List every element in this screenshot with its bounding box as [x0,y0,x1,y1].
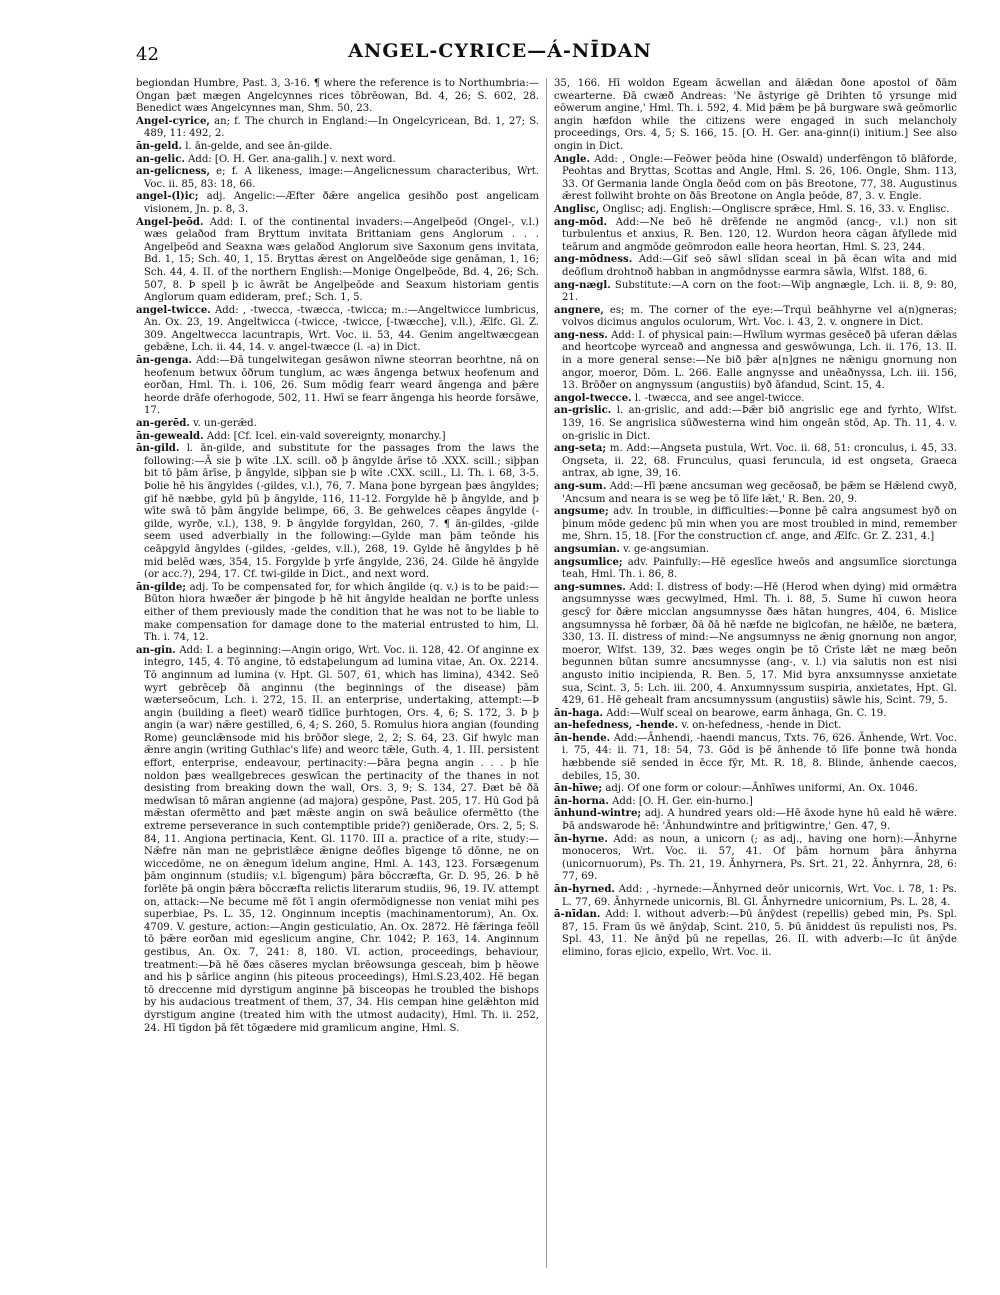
entry-body: 35, 166. Hī woldon Egeam ācwellan and ālǣdan ðone apostol of ðām cwearterne. Ðā cwæð Andreas: 'Ne āstyrige gē Drihten tō yrsunge mid eōwerum angine,' Hml. Th. i. 592, 4. Mid þǣm þe þā burgware swā geōmorlic angin hæfdon while the citizens were engaged in such melancholy proceedings, Ors. 4, 5; S. 166, 15. [O. H. Ger. ana-ginn(i) initium.] See also ongin in Dict. [554,78,957,152]
page-number: 42 [136,44,159,65]
dictionary-entry [136,154,539,167]
dictionary-entry [554,582,957,708]
entry-headword: ang-mōd. [554,216,608,228]
dictionary-entry [136,217,539,305]
column-divider [546,78,547,1268]
dictionary-entry [554,78,957,154]
entry-headword: ang-seta; [554,443,607,455]
dictionary-entry [554,217,957,255]
entry-body: l. -twæcca, and see angel-twicce. [634,392,805,404]
dictionary-entry [554,544,957,557]
dictionary-entry [554,884,957,909]
entry-headword: ang-nægl. [554,279,611,291]
dictionary-entry [554,330,957,393]
dictionary-entry [554,506,957,544]
entry-headword: Angel-þeōd. [136,216,204,228]
entry-body: Add:—Wulf sceal on bearowe, earm ānhaga, Gn. C. 19. [606,707,887,719]
entry-headword: ān-genga. [136,355,192,367]
dictionary-entry [136,418,539,431]
entry-headword: ang-ness. [554,329,608,341]
entry-headword: an-hefedness, -hende. [554,720,679,732]
entry-headword: ang-mōdness. [554,254,633,266]
left-column [136,78,539,1268]
entry-body: Add: , -twecca, -twæcca, -twicca; m.:—Angeltwicce lumbricus, An. Ox. 23, 19. Angeltwicca (-twicce, -twicce, [-twæcche], v.ll.), Ælfc. Gl. Z. 309. Angeltwecca lacuntrapis, Wrt. Voc. ii. 53, 44. Genim angeltwæcgean gebǣne, Lch. ii. 44, 14. v. angel-twæcce (l. -a) in Dict. [144,304,539,354]
entry-body: adv. Painfully:—Hē egeslīce hweōs and angsumlīce siorctunga teah, Hml. Th. i. 86, 8. [562,556,957,581]
dictionary-entry [554,720,957,733]
dictionary-entry [136,191,539,216]
dictionary-entry [136,582,539,645]
entry-headword: ān-gild. [136,443,180,455]
dictionary-entry [136,431,539,444]
entry-headword: ān-haga. [554,707,604,719]
entry-body: Add: [O. H. Ger. ana-galih.] v. next word. [188,153,396,165]
entry-headword: angsumlice; [554,556,623,568]
entry-headword: an-grislic. [554,405,612,417]
entry-headword: ang-sum. [554,481,607,492]
running-head: ANGEL-CYRICE—Á-NĪDAN [348,40,652,62]
dictionary-entry [136,355,539,418]
dictionary-entry [136,166,539,191]
entry-headword: Angel-cyrice, [136,115,210,127]
entry-headword: an-gin. [136,644,176,656]
entry-headword: ān-geld. [136,140,182,152]
entry-body: adj. To be compensated for, for which āngilde (q. v.) is to be paid:—Būton hiora hwæðer ǣr þingode þ hē hit āngylde healdan ne þorfte unless either of them previously made the condition that he was not to be liable to make compensation for damage done to the material entrusted to him, Ll. Th. i. 74, 12. [144,581,539,644]
dictionary-entry [554,909,957,959]
entry-body: adj. A hundred years old:—Hē āxode hyne hū eald hē wǣre. Þā andswarode hē: 'Ānhundwintre and þrītigwintre,' Gen. 47, 9. [562,808,957,833]
entry-headword: ān-hīwe; [554,783,603,795]
entry-body: es; m. The corner of the eye:—Trquì beāhhyrne vel a(n)gneras; volvos dicimus angulos oculorum, Wrt. Voc. i. 43, 2. v. ongnere in Dict. [562,304,957,329]
entry-body: Add: I. of physical pain:—Hwīlum wyrmas gesēceð þā uferan dǣlas and heortcoþe wyrceað and angnessa and geswōwunga, Lch. ii. 176, 13. II. in a more general sense:—Ne bið þǣr a[n]gnes ne nǣnigu gnornung non angor, moeror, Dōm. L. 266. Ealle angnysse and unēaðnyssa, Lch. iii. 156, 13. Brōðer on angnyssum (angustiis) byð āfandud, Scint. 15, 4. [562,329,957,392]
entry-body: m. Add:—Angseta pustula, Wrt. Voc. ii. 68, 51: cronculus, i. 45, 33. Ongseta, ii. 22, 68. Frunculus, quasi feruncula, id est ongseta, Graeca antrax, ab igne, 39, 16. [562,443,957,480]
entry-body: Add:—Ðā tungelwitegan gesāwon nīwne steorran beorhtne, nā on heofenum betwux ōðrum tunglum, ac wæs āngenga betwux heofenum and eorðan, Hml. Th. i. 106, 26. Sum mōdig fearr weard āngenga and þǣre heorde drāfe oferhogode, 502, 11. Hwī se fearr āngenga his heorde forsāwe, 17. [144,355,539,417]
entry-body: Onglisc; adj. English:—Ongliscre sprǣce, Hml. S. 16, 33. v. Englisc. [602,203,950,215]
dictionary-entry [136,645,539,1035]
dictionary-entry [554,305,957,330]
entry-headword: ān-hyrned. [554,884,615,895]
entry-body: Substitute:—A corn on the foot:—Wiþ angnægle, Lch. ii. 8, 9: 80, 21. [562,279,957,304]
entry-headword: ang-sumnes. [554,581,626,593]
entry-body: Add: I. of the continental invaders:—Angelþeōd (Ongel-, v.l.) wæs gelaðod fram Bryttum invitata Brittaniam gens Anglorum . . . Angelþeōd and Seaxna wæs gelaðod Anglorum sive Saxonum gens invitata, Bd. 1, 15; Sch. 40, 1, 15. Bryttas ǣrest on Angelðeōde sige genāman, 1, 16; Sch. 44, 4. II. of the northern English:—Monige Ongelþeōde, Bd. 4, 26; Sch. 507, 8. Þ spell þ ic āwrāt be Angelþeōde and Seaxum historiam gentis Anglorum quam edideram, pref.; Sch. 1, 5. [144,216,539,304]
entry-headword: an-gelicness, [136,166,211,178]
entry-body: Add: [O. H. Ger. ein-hurno.] [612,795,753,807]
dictionary-entry [136,443,539,582]
dictionary-entry [554,808,957,833]
dictionary-entry [554,204,957,217]
dictionary-entry [136,78,539,116]
entry-headword: angsumian. [554,543,620,555]
entry-body: adv. In trouble, in difficulties:—Þonne þē calra angsumest byð on þinum mōde gedenc þū min when you are most troubled in mind, remember me, Shrn. 15, 18. [For the construction cf. ange, and Ælfc. Gr. Z. 231, 4.] [562,506,957,543]
entry-body: Add: , Ongle:—Feōwer þeōda hine (Oswald) underfēngon tō blāforde, Peohtas and Bryttas, Scottas and Angle, Hml. S. 26, 106. Ongle, Shm. 113, 33. Of Germania lande Ongla ðeōd com on þās Breotone, 77, 38. Augustinus ǣrest follwiht brohte on ðās Breotone on Angla þeōde, 87, 3. v. Engle. [562,153,957,203]
dictionary-entry [136,116,539,141]
entry-headword: an-gelic. [136,153,185,165]
dictionary-entry [554,154,957,204]
entry-headword: angsume; [554,506,609,518]
entry-body: e; f. A likeness, image:—Angelicnessum characteribus, Wrt. Voc. ii. 85, 83: 18, 66. [144,166,539,190]
entry-body: Add: as noun, a unicorn (; as adj., having one horn):—Ānhyrne monoceros, Wrt. Voc. ii. 57, 41. Of þām hornum þāra ānhyrna (unicornuorum), Ps. Th. 21, 19. Ānhyrnera, Ps. Srt. 21, 22. Ānhyrnra, 28, 6: 77, 69. [562,833,957,883]
entry-body: adj. Of one form or colour:—Ānhīwes uniformi, An. Ox. 1046. [605,783,918,795]
entry-body: v. on-hefedness, -hende in Dict. [681,720,842,732]
entry-headword: Angle. [554,153,590,165]
right-column [554,78,957,1268]
entry-headword: ān-hende. [554,732,611,744]
entry-headword: angol-twecce. [554,392,632,404]
dictionary-entry [554,254,957,279]
entry-body: an; f. The church in England:—In Ongelcyricean, Bd. 1, 27; S. 489, 11: 492, 2. [144,115,539,140]
entry-headword: ān-hyrne. [554,833,608,845]
dictionary-entry [554,405,957,443]
entry-body: l. ān-gilde, and substitute for the passages from the laws the following:—Ā sie þ wīte .LX. scill. oð þ āngylde ārīse tō .XXX. scill.; siþþan bit tō þām ārīse, þ āngylde, siþþan sie þ wīte .CXX. scill., Ll. Th. i. 68, 3-5. Þolie hē his āngyldes (-gildes, v.l.), 76, 7. Mana þone byrgean þæs āngyldes; gif hē næbbe, gyld þū þ āngylde, 116, 11-12. Forgylde hē þ āngylde, and þ wīte swā tō þām āngylde belimpe, 66, 3. Be gehwelces cēapes āngylde (-gilde, wyrðe, v.l.), 138, 9. Þ āngylde forgyldan, 260, 7. ¶ ān-gildes, -gilde seem used adverbially in the following:—Gylde man þām teōnde his ceāpgyld āngyldes (-gildes, -geldes, v.ll.), 268, 19. Gylde hē āngyldes þ hē mid belēd wæs, 354, 15. Forgylde þ yrfe āngylde, 236, 24. Gilde hē āngylde (or acc.?), 294, 17. Cf. twi-gilde in Dict., and next word. [144,443,539,581]
entry-body: Add: , -hyrnede:—Ānhyrned deōr unicornis, Wrt. Voc. i. 78, 1: Ps. L. 77, 69. Ānhyrnede unicornis, Bl. Gl. Ānhyrnedre unicornium, Ps. L. 28, 4. [562,884,957,908]
dictionary-entry [136,141,539,154]
entry-body: v. ge-angsumian. [623,543,710,555]
entry-headword: angnere, [554,304,604,316]
entry-body: begiondan Humbre, Past. 3, 3-16. ¶ where the reference is to Northumbria:—Ongan þæt mægen Angelcynnes rices tōbrēowan, Bd. 4, 26; S. 602, 28. Benedict wæs Angelcynnes man, Shm. 50, 23. [136,78,539,115]
entry-body: Add: [Cf. Icel. ein-vald sovereignty, monarchy.] [206,430,446,442]
dictionary-entry [554,708,957,721]
entry-body: adj. Angelic:—Æfter ðǣre angelica gesihðo post angelicam visionem, Jn. p. 8, 3. [144,191,539,215]
entry-headword: angel-twicce. [136,304,211,316]
entry-body: Add: I. without adverb:—Þū ānȳdest (repellis) gebed min, Ps. Spl. 87, 15. Fram ūs wē ānȳdaþ, Scint. 210, 5. Þū āniddest ūs repulisti nos, Ps. Spl. 43, 11. Ne ānȳd þū ne repellas, 26. II. with adverb:—Ic ūt ānȳde elimino, foras ejicio, expello, Wrt. Voc. ii. [562,909,957,958]
entry-body: v. un-gerǣd. [193,418,257,430]
dictionary-entry [554,733,957,783]
dictionary-entry [136,305,539,355]
entry-headword: ān-gilde; [136,581,187,593]
dictionary-entry [554,783,957,796]
entry-headword: ān-geweald. [136,430,204,442]
entry-body: l. an-grislic, and add:—Þǣr bið angrislic ege and fyrhto, Wlfst. 139, 16. Se angrislica sūðwesterna wind him ongeān stōd, Ap. Th. 11, 4. v. on-grislic in Dict. [562,405,957,442]
entry-body: Add:—Hī þæne ancsuman weg gecēosað, be þǣm se Hǣlend cwyð, 'Ancsum and neara is se weg þe tō līfe lǣt,' R. Ben. 20, 9. [562,481,957,505]
entry-headword: ān-horna. [554,795,609,807]
entry-body: Add:—Ānhendi, -haendi mancus, Txts. 76, 626. Ānhende, Wrt. Voc. i. 75, 44: ii. 71, 18: 54, 73. Gōd is þē ānhende tō līfe þonne twā honda hæbbende siē sended in ēcce fȳr, Mt. R. 18, 8. Blinde, ānhende caecos, debiles, 15, 30. [562,732,957,782]
dictionary-entry [554,834,957,884]
entry-headword: an-gerēd. [136,418,190,430]
dictionary-entry [554,557,957,582]
dictionary-entry [554,796,957,809]
dictionary-entry [554,481,957,506]
entry-headword: Anglisc, [554,203,600,215]
entry-body: Add:—Gif seō sāwl slīdan sceal in þā ēcan wīta and mid deōflum drohtnoð habban in angmōdnysse earmra sāwla, Wlfst. 188, 6. [562,254,957,278]
dictionary-entry [554,280,957,305]
dictionary-entry [554,443,957,481]
entry-headword: ā-nīdan. [554,909,601,921]
entry-headword: angel-(l)ic; [136,191,199,203]
entry-body: Add: I. a beginning:—Angin origo, Wrt. Voc. ii. 128, 42. Of anginne ex integro, 145, 4. Tō angine, tō edstaþelungum ad lumina vitae, An. Ox. 2214. Tō anginnum ad lumina (v. Hpt. Gl. 507, 61, which has limina), 4342. Seō wyrt gebrēceþ ðā anginnu (the beginnings of the disease) þām wæterseōcum, Lch. i. 272, 15. II. an enterprise, undertaking, attempt:—Þ angin (building a fleet) wearð tīdlīce þurhtogen, Ors. 4, 6; S. 172, 3. Þ þ angin (a war) nǣre gestilled, 6, 4; S. 260, 5. Romulus hiora angian (founding Rome) geunclǣnsode mid his brōðor slege, 2, 2; S. 64, 23. Gif hwylc man ǣnre angin (writing Guthlac's life) and weorc tǣle, Guth. 4, 1. III. persistent effort, enterprise, endeavour, pertinacity:—Þāra þegna angin . . . þ hīe noldon þæs weallgebreces geswīcan the pertinacity of the thanes in not desisting from breaking down the wall, Ors. 3, 9; S. 134, 27. Ðæt bē ðā medwīsan tō māran angienne (ad majora) gespōne, Past. 205, 17. Hū God þā mǣstan ofermētto and þæt mǣste angin on swā beāulice ofermētto (the extreme perseverance in such contemptible pride?) geniðerade, Ors. 2, 5; S. 84, 11. Angiona pertinacia, Kent. Gl. 1170. III a. practice of a rite, study:—Nǣfre nān man ne geþristlǣce ǣnigne deōfles bīgenge tō dōnne, ne on wiccedōme, ne on ǣnegum īdelum angine, Hml. A. 143, 123. Forsægenum þām onginnum (studiis; v.l. bīgengum) þāra bōccræfta, Gr. D. 95, 26. Þ hē forlēte þā ongin þǣra bōccræfta relictis literarum studiis, 96, 19. IV. attempt on, attack:—Ne becume mē fōt ī angin ofermōdignesse non veniat mihi pes superbiae, Ps. L. 35, 12. Onginnum inceptis (machinamentorum), An. Ox. 4709. V. gesture, action:—Angin gesticulatio, An. Ox. 2872. Hē fǣringa feōll tō þǣre eorðan mid egeslicum angine, Chr. 1042; P. 163, 14. Anginnum gestibus, An. Ox. 7, 241: 8, 180. VI. action, proceedings, behaviour, treatment:—Þā hē ðæs cāseres myclan brēowsunga gesceah, bim þ hēowe and his þ sārlice anginn (his piteous proceedings), Hml.S.23,402. Hē began tō dreccenne mid dyrstigum anginne þā bisceopas he troubled the bishops by his audacious treatment of them, 37, 34. His cempan hine gelǣhton mid dyrstigum angine (treated him with the utmost audacity), Hml. Th. ii. 252, 24. Hī tīgdon þā fēt tōgædere mid gramlicum angine, Hml. S. [144,644,539,1034]
entry-body: Add: I. distress of body:—Hē (Herod when dying) mid ormǣtra angsumnysse wæs gecwylmed, Hml. Th. i. 88, 5. Sume hī cuwon heora gescȳ for ðǣre micclan angsumnysse ðæs hātan hungres, 404, 6. Mislice angsumnyssa hē forbær, ðā ðā hē næfde ne biglcofan, ne hǣlðe, ne bætera, 330, 13. II. distress of mind:—Ne angsumnyss ne ǣnig gnornung non angor, moeror, Wlfst. 139, 32. Þæs weges ongin þe tō Crīste lǣt ne mæg beōn begunnen būtan sumre ancsumnysse (ang-, v. l.) via salutis non est nisi angusto initio incipienda, R. Ben. 5, 17. Mid byra anxsumnysse anxietate sua, Scint. 3, 5: Lch. iii. 200, 4. Anxumnyssum suspiria, anxietates, Hpt. Gl. 429, 61. Hē gehealt fram ancsumnyssum (angustiis) sāwle his, Scint. 79, 5. [562,581,957,707]
entry-body: l. ān-gelde, and see ān-gilde. [185,140,333,152]
entry-headword: ānhund-wintre; [554,808,642,820]
entry-body: Add:—Ne beō hē drēfende ne angmōd (ancg-, v.l.) non sit turbulentus et anxius, R. Ben. 120, 12. Wurdon heora cāgan āfyllede mid teārum and angmōde geōmrodon ealle heora heortan, Hml. S. 23, 244. [562,216,957,253]
dictionary-entry [554,393,957,406]
